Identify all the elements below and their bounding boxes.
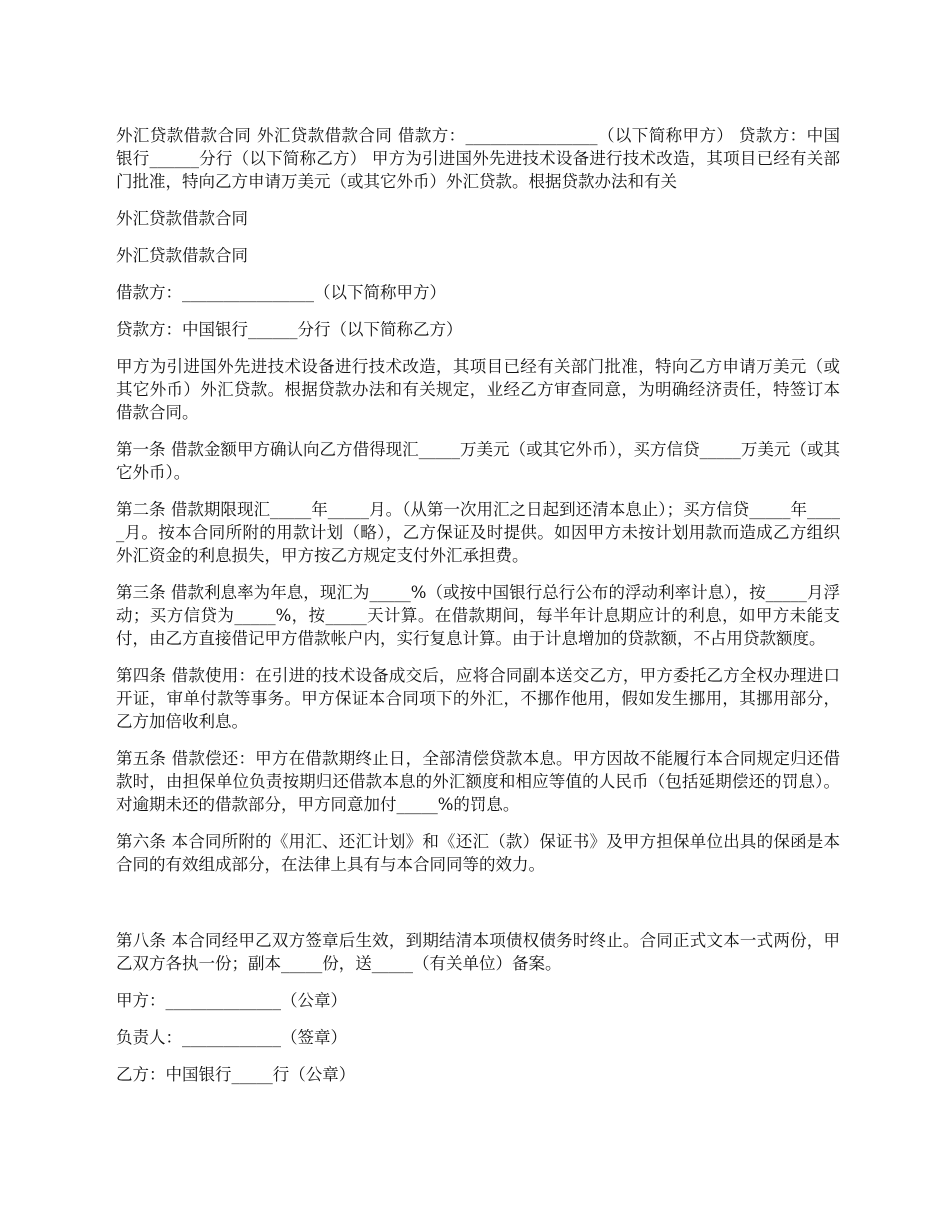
borrower-line: 借款方：________________（以下简称甲方） <box>116 283 446 302</box>
responsible-person-signature-line: 负责人：____________（签章） <box>116 1028 347 1047</box>
lender-line: 贷款方：中国银行______分行（以下简称乙方） <box>116 320 463 339</box>
party-a-signature-line: 甲方：______________（公章） <box>116 991 347 1010</box>
preamble-paragraph: 甲方为引进国外先进技术设备进行技术改造，其项目已经有关部门批准，特向乙方申请万美元（或其它外币）外汇贷款。根据贷款办法和有关规定，业经乙方审查同意，为明确经济责任，特签订本借款合同。 <box>116 357 840 422</box>
article-8-effectiveness: 第八条 本合同经甲乙双方签章后生效，到期结清本项债权债务时终止。合同正式文本一式两份，甲乙双方各执一份；副本_____份，送_____（有关单位）备案。 <box>116 931 840 973</box>
contract-subtitle: 外汇贷款借款合同 <box>116 246 248 265</box>
contract-title: 外汇贷款借款合同 <box>116 209 248 228</box>
article-5-repayment: 第五条 借款偿还：甲方在借款期终止日，全部清偿贷款本息。甲方因故不能履行本合同规定归还借款时，由担保单位负责按期归还借款本息的外汇额度和相应等值的人民币（包括延期偿还的罚息）。对逾期未还的借款部分，甲方同意加付_____%的罚息。 <box>116 749 840 814</box>
article-2-loan-term: 第二条 借款期限现汇_____年_____月。（从第一次用汇之日起到还清本息止）；买方信贷_____年_____月。按本合同所附的用款计划（略），乙方保证及时提供。如因甲方未按计划用款而造成乙方组织外汇资金的利息损失，甲方按乙方规定支付外汇承担费。 <box>116 500 840 565</box>
article-6-attachments: 第六条 本合同所附的《用汇、还汇计划》和《还汇（款）保证书》及甲方担保单位出具的保函是本合同的有效组成部分，在法律上具有与本合同同等的效力。 <box>116 832 840 874</box>
article-3-interest-rate: 第三条 借款利息率为年息，现汇为_____%（或按中国银行总行公布的浮动利率计息），按_____月浮动；买方信贷为_____%，按_____天计算。在借款期间，每半年计息期应计的利息，如甲方未能支付，由乙方直接借记甲方借款帐户内，实行复息计算。由于计息增加的贷款额，不占用贷款额度。 <box>116 583 840 648</box>
article-4-loan-use: 第四条 借款使用：在引进的技术设备成交后，应将合同副本送交乙方，甲方委托乙方全权办理进口开证，审单付款等事务。甲方保证本合同项下的外汇，不挪作他用，假如发生挪用，其挪用部分，乙方加倍收利息。 <box>116 666 840 731</box>
intro-summary-paragraph: 外汇贷款借款合同 外汇贷款借款合同 借款方：________________（以下简称甲方） 贷款方：中国银行______分行（以下简称乙方） 甲方为引进国外先进技术设备进行技术改造，其项目已经有关部门批准，特向乙方申请万美元（或其它外币）外汇贷款。根据贷款办法和有关 <box>116 126 840 191</box>
party-b-signature-line: 乙方：中国银行_____行（公章） <box>116 1065 356 1084</box>
article-1-loan-amount: 第一条 借款金额甲方确认向乙方借得现汇_____万美元（或其它外币），买方信贷_____万美元（或其它外币）。 <box>116 440 840 482</box>
contract-document <box>116 124 840 1100</box>
blank-gap <box>116 890 840 929</box>
